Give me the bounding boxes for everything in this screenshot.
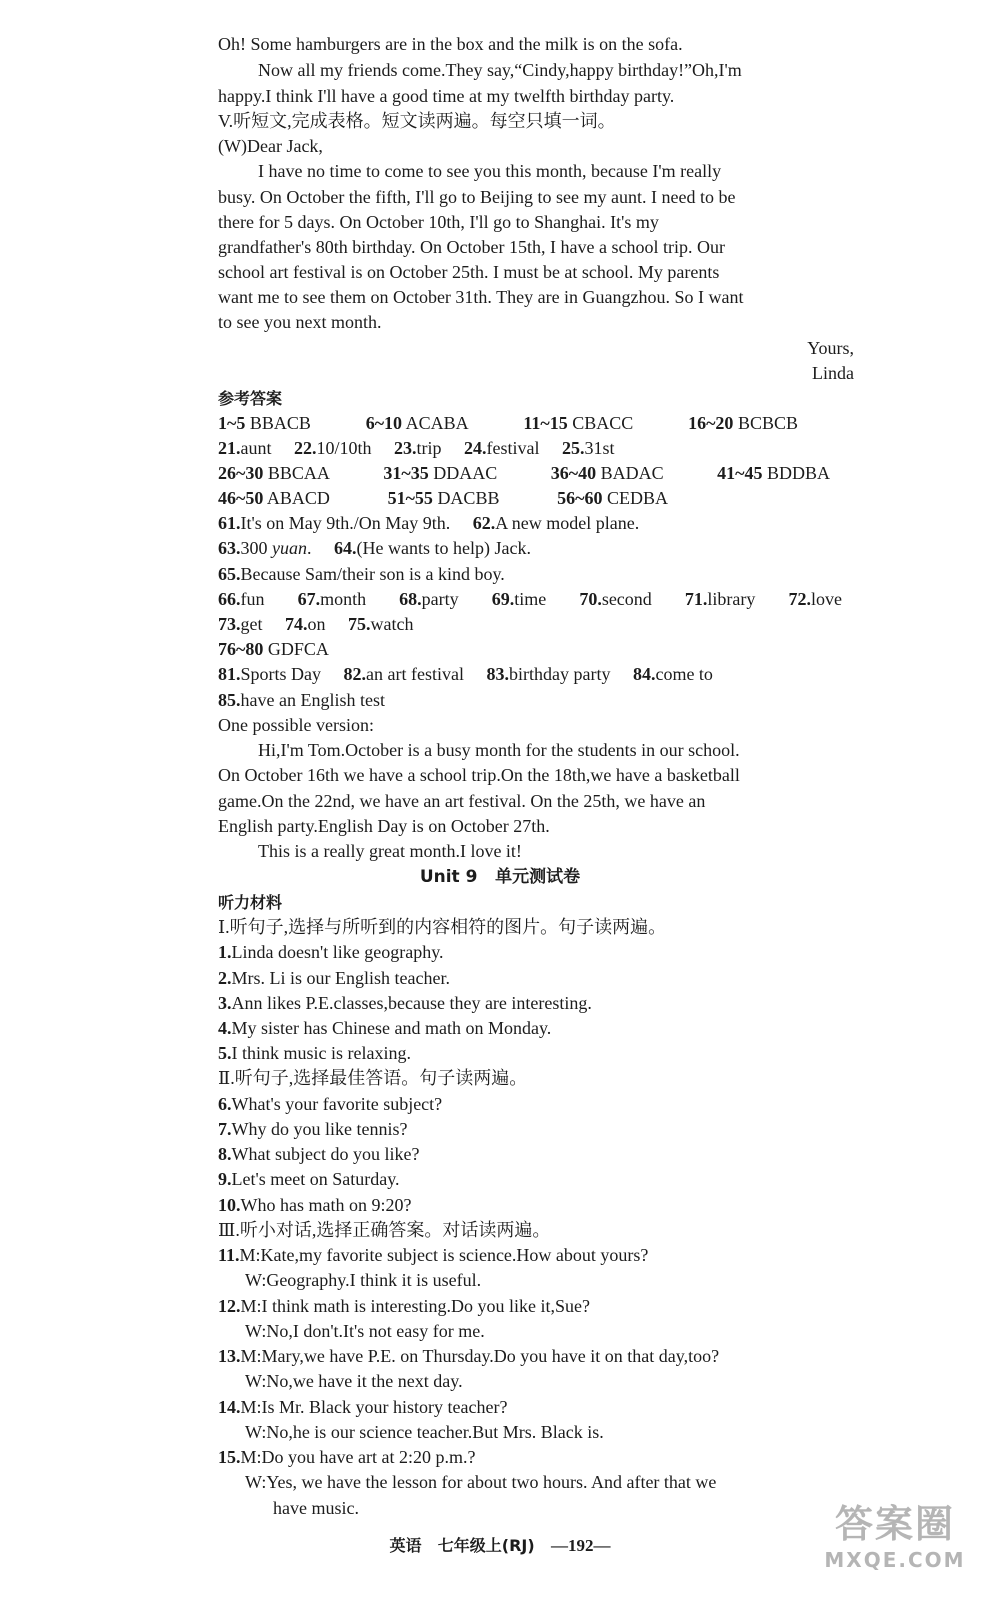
section-instruction: Ⅱ.听句子,选择最佳答语。句子读两遍。 [218, 1068, 528, 1088]
dialogue-line: W:No,I don't.It's not easy for me. [245, 1321, 485, 1341]
question-line [218, 1092, 858, 1117]
answer-value: come to [655, 664, 713, 684]
question-text: Let's meet on Saturday. [231, 1169, 400, 1189]
question-line [218, 1117, 858, 1142]
answer-number: 76~80 [218, 639, 264, 659]
answer-value: BCBCB [737, 413, 798, 433]
answer-number: 21. [218, 438, 241, 458]
question-line [218, 966, 858, 991]
passage-line: Oh! Some hamburgers are in the box and the milk is on the sofa. [218, 34, 683, 54]
letter-line: want me to see them on October 31th. They are in Guangzhou. So I want [218, 287, 744, 307]
answer-number: 85. [218, 690, 241, 710]
answer-value: DDAAC [433, 463, 498, 483]
answer-number: 6~10 [365, 413, 403, 433]
answer-number: 81. [218, 664, 241, 684]
answer-value: CEDBA [606, 488, 668, 508]
question-line [218, 1142, 858, 1167]
question-number: 6. [218, 1094, 232, 1114]
answer-row [218, 612, 858, 637]
answer-row [218, 587, 858, 612]
essay-line: This is a really great month.I love it! [258, 841, 522, 861]
passage-line: happy.I think I'll have a good time at my twelfth birthday party. [218, 86, 675, 106]
answer-row [218, 411, 858, 436]
answer-value: 10/10th [316, 438, 372, 458]
answer-value: Because Sam/their son is a kind boy. [240, 564, 505, 584]
answer-row [218, 562, 858, 587]
dialogue-line [218, 1445, 858, 1470]
answer-number: 71. [684, 589, 708, 609]
question-number: 14. [218, 1397, 241, 1417]
watermark-logo-text: 答案圈 [834, 1502, 955, 1546]
answer-value: have an English test [240, 690, 385, 710]
question-text: What's your favorite subject? [231, 1094, 443, 1114]
dialogue-line: W:No,we have it the next day. [245, 1371, 463, 1391]
question-number: 9. [218, 1169, 232, 1189]
answer-value: ABACD [266, 488, 330, 508]
answer-row [218, 688, 858, 713]
question-number: 12. [218, 1296, 241, 1316]
question-text: Linda doesn't like geography. [231, 942, 444, 962]
question-number: 7. [218, 1119, 232, 1139]
letter-line: there for 5 days. On October 10th, I'll go to Shanghai. It's my [218, 212, 659, 232]
question-line [218, 1167, 858, 1192]
answer-number: 74. [285, 614, 308, 634]
dialogue-line: W:Yes, we have the lesson for about two hours. And after that we [245, 1472, 717, 1492]
answer-value: BDDBA [766, 463, 830, 483]
answer-value: month [320, 589, 367, 609]
question-text: My sister has Chinese and math on Monday. [231, 1018, 552, 1038]
answer-number: 84. [632, 664, 656, 684]
dialogue-line [218, 1395, 858, 1420]
essay-line: Hi,I'm Tom.October is a busy month for the students in our school. [258, 740, 740, 760]
answer-punct: . [307, 538, 312, 558]
answer-row [218, 486, 858, 511]
letter-line: I have no time to come to see you this month, because I'm really [258, 161, 722, 181]
dialogue-text: M:Do you have art at 2:20 p.m.? [240, 1447, 476, 1467]
answer-value: GDFCA [267, 639, 329, 659]
answer-number: 31~35 [383, 463, 429, 483]
section-instruction: Ⅰ.听句子,选择与所听到的内容相符的图片。句子读两遍。 [218, 917, 667, 937]
essay-line: On October 16th we have a school trip.On the 18th,we have a basketball [218, 765, 740, 785]
answer-number: 64. [334, 538, 357, 558]
answer-number: 51~55 [387, 488, 433, 508]
answer-number: 65. [218, 564, 241, 584]
answer-value: DACBB [437, 488, 500, 508]
question-line [218, 940, 858, 965]
essay-line: game.On the 22nd, we have an art festival. On the 25th, we have an [218, 791, 706, 811]
question-number: 3. [218, 993, 232, 1013]
answer-number: 83. [486, 664, 509, 684]
answer-number: 63. [218, 538, 241, 558]
answer-row [218, 461, 858, 486]
answer-value: time [514, 589, 547, 609]
dialogue-text: M:Mary,we have P.E. on Thursday.Do you have it on that day,too? [240, 1346, 720, 1366]
answer-row [218, 436, 858, 461]
question-number: 5. [218, 1043, 232, 1063]
watermark-logo [810, 1500, 980, 1590]
answer-number: 36~40 [550, 463, 597, 483]
question-number: 1. [218, 942, 232, 962]
question-line [218, 1193, 858, 1218]
footer-grade: 七年级上(RJ) [437, 1536, 535, 1555]
answer-row [218, 637, 858, 662]
answer-number: 16~20 [688, 413, 734, 433]
question-text: What subject do you like? [231, 1144, 420, 1164]
answer-value: birthday party [508, 664, 611, 684]
answer-number: 73. [218, 614, 241, 634]
answer-value: BADAC [600, 463, 664, 483]
version-label: One possible version: [218, 715, 374, 735]
answer-value: It's on May 9th./On May 9th. [240, 513, 451, 533]
answer-number: 11~15 [523, 413, 568, 433]
answer-row [218, 536, 858, 561]
answer-number: 68. [399, 589, 422, 609]
answer-value: second [601, 589, 652, 609]
answer-row [218, 511, 858, 536]
dialogue-line: W:No,he is our science teacher.But Mrs. Black is. [245, 1422, 604, 1442]
section-instruction: Ⅲ.听小对话,选择正确答案。对话读两遍。 [218, 1220, 551, 1240]
question-number: 13. [218, 1346, 241, 1366]
question-number: 8. [218, 1144, 232, 1164]
answer-number: 67. [297, 589, 321, 609]
listening-heading: 听力材料 [218, 893, 283, 912]
answer-number: 1~5 [218, 413, 246, 433]
answer-value: Sports Day [240, 664, 321, 684]
question-number: 4. [218, 1018, 232, 1038]
answer-value: fun [240, 589, 265, 609]
answer-value: aunt [240, 438, 272, 458]
dialogue-line: W:Geography.I think it is useful. [245, 1270, 482, 1290]
essay-line: English party.English Day is on October 27th. [218, 816, 550, 836]
unit-title: Unit 9 单元测试卷 [419, 867, 581, 887]
letter-line: to see you next month. [218, 312, 382, 332]
answer-value: party [421, 589, 459, 609]
answer-value: ACABA [405, 413, 469, 433]
answer-value: BBACB [249, 413, 311, 433]
watermark-url: MXQE.COM [824, 1548, 966, 1572]
dialogue-line [218, 1243, 858, 1268]
answer-number: 62. [472, 513, 496, 533]
passage-line: Now all my friends come.They say,“Cindy,happy birthday!”Oh,I'm [258, 60, 742, 80]
dialogue-text: M:Is Mr. Black your history teacher? [240, 1397, 508, 1417]
answer-number: 70. [579, 589, 602, 609]
section-instruction: V.听短文,完成表格。短文读两遍。每空只填一词。 [218, 111, 616, 131]
letter-signature: Linda [812, 363, 854, 383]
letter-line: busy. On October the fifth, I'll go to Beijing to see my aunt. I need to be [218, 187, 736, 207]
answer-value: on [307, 614, 326, 634]
answer-number: 72. [788, 589, 811, 609]
answer-number: 23. [394, 438, 417, 458]
footer-subject: 英语 [389, 1536, 422, 1555]
answer-number: 24. [464, 438, 487, 458]
question-line [218, 991, 858, 1016]
dialogue-text: M:Kate,my favorite subject is science.How about yours? [239, 1245, 649, 1265]
answer-number: 61. [218, 513, 241, 533]
answer-value: love [810, 589, 842, 609]
answer-unit: yuan [272, 538, 307, 558]
answer-value: BBCAA [267, 463, 330, 483]
question-text: Ann likes P.E.classes,because they are interesting. [231, 993, 592, 1013]
answer-number: 46~50 [218, 488, 264, 508]
question-text: Who has math on 9:20? [240, 1195, 412, 1215]
answer-number: 56~60 [557, 488, 603, 508]
answer-value: (He wants to help) Jack. [356, 538, 531, 558]
answer-number: 26~30 [218, 463, 264, 483]
answer-number: 66. [218, 589, 241, 609]
answer-value: get [240, 614, 263, 634]
answer-number: 82. [343, 664, 366, 684]
answers-heading: 参考答案 [218, 389, 283, 408]
answer-value: 31st [584, 438, 615, 458]
answer-number: 41~45 [717, 463, 763, 483]
question-text: Why do you like tennis? [231, 1119, 408, 1139]
answer-number: 25. [562, 438, 585, 458]
question-number: 15. [218, 1447, 241, 1467]
letter-closing: Yours, [807, 338, 854, 358]
letter-line: school art festival is on October 25th. I must be at school. My parents [218, 262, 720, 282]
answer-number: 75. [348, 614, 371, 634]
dialogue-line [218, 1344, 858, 1369]
answer-number: 69. [491, 589, 515, 609]
question-number: 11. [218, 1245, 240, 1265]
question-line [218, 1016, 858, 1041]
question-number: 10. [218, 1195, 241, 1215]
dialogue-text: M:I think math is interesting.Do you like it,Sue? [240, 1296, 590, 1316]
answer-number: 22. [294, 438, 317, 458]
letter-line: grandfather's 80th birthday. On October 15th, I have a school trip. Our [218, 237, 725, 257]
answer-value: CBACC [572, 413, 634, 433]
answer-value: A new model plane. [495, 513, 640, 533]
answer-row [218, 662, 858, 687]
question-text: Mrs. Li is our English teacher. [231, 968, 450, 988]
answer-value: library [707, 589, 756, 609]
letter-greeting: (W)Dear Jack, [218, 136, 323, 156]
answer-value: 300 [240, 538, 268, 558]
question-number: 2. [218, 968, 232, 988]
page-number: —192— [550, 1536, 611, 1555]
dialogue-line: have music. [273, 1498, 359, 1518]
answer-value: watch [370, 614, 414, 634]
question-text: I think music is relaxing. [231, 1043, 411, 1063]
dialogue-line [218, 1294, 858, 1319]
question-line [218, 1041, 858, 1066]
answer-value: an art festival [366, 664, 464, 684]
answer-value: festival [486, 438, 540, 458]
answer-value: trip [416, 438, 442, 458]
